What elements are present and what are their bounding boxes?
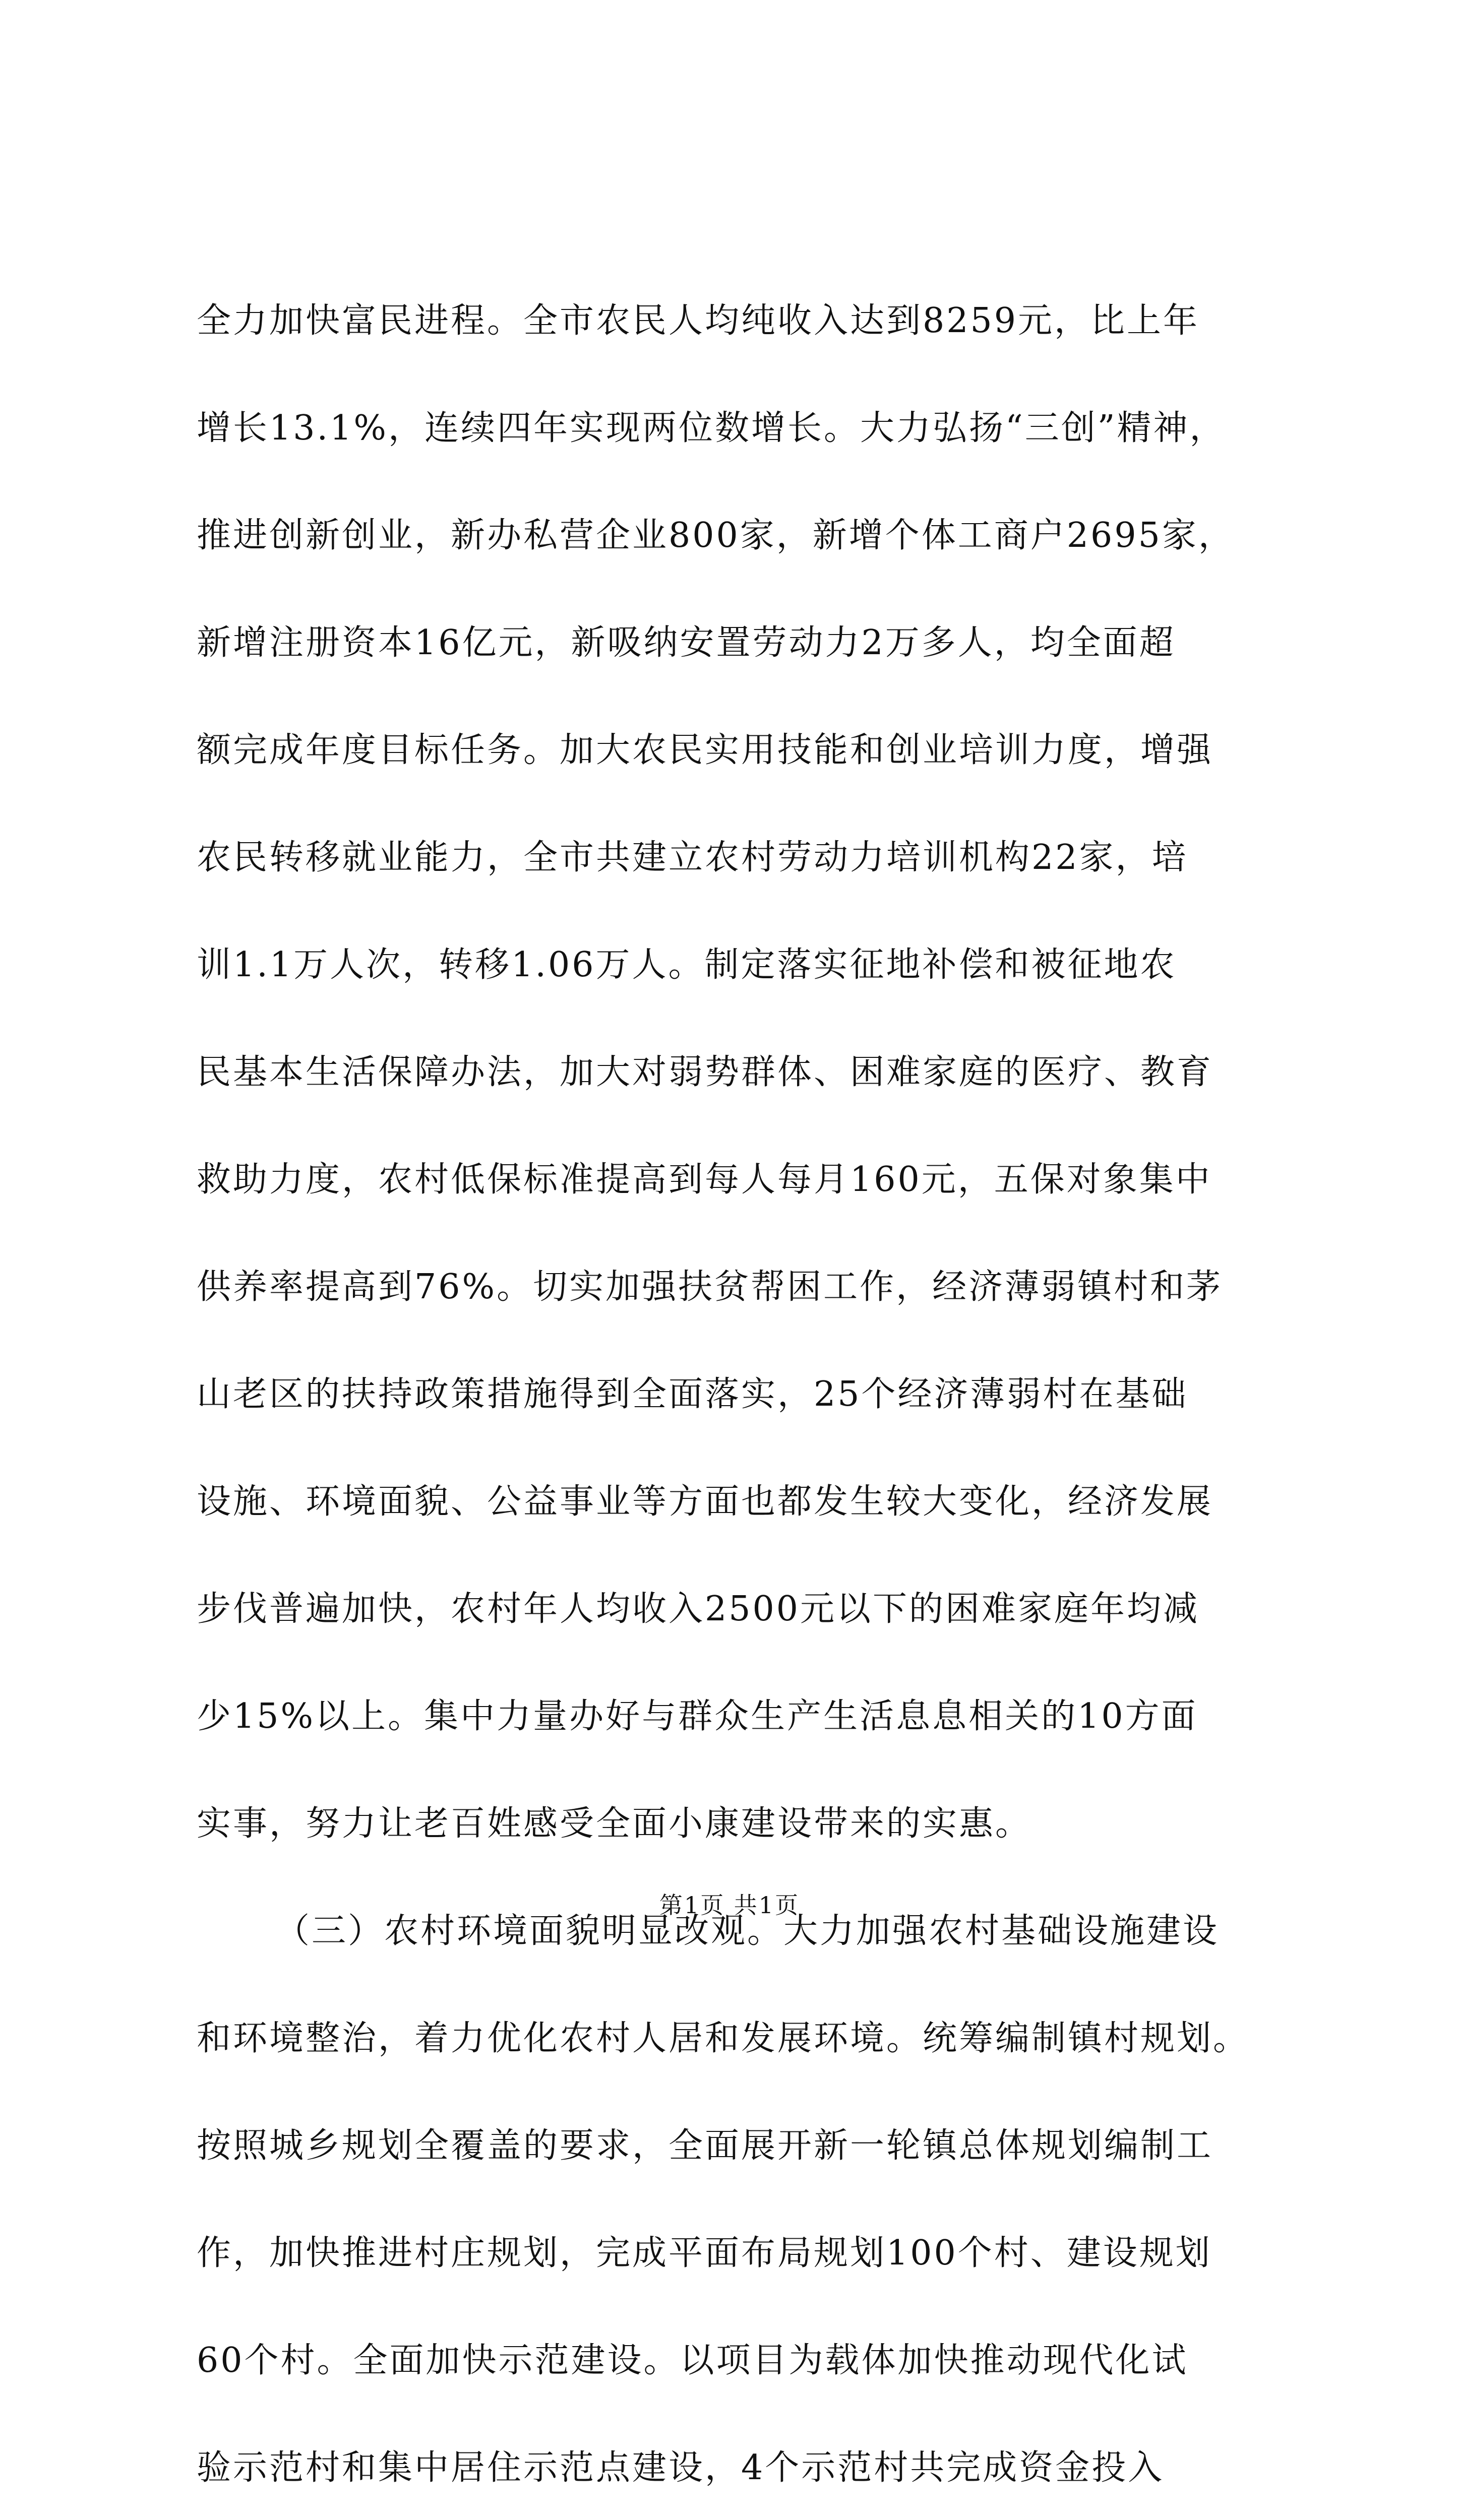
text-line-13: 步伐普遍加快，农村年人均收入2500元以下的困难家庭年均减 [197, 1589, 1200, 1629]
text-line-15: 实事，努力让老百姓感受全面小康建设带来的实惠。 [197, 1804, 1032, 1844]
page-footer: 第1页 共1页 [659, 1892, 800, 1919]
text-line-18: 按照城乡规划全覆盖的要求，全面展开新一轮镇总体规划编制工 [197, 2126, 1213, 2166]
text-line-1: 全力加快富民进程。全市农民人均纯收入达到8259元，比上年 [197, 301, 1200, 341]
text-line-5: 额完成年度目标任务。加大农民实用技能和创业培训力度，增强 [197, 730, 1213, 770]
text-line-21: 验示范村和集中居住示范点建设，4个示范村共完成资金投入 [197, 2448, 1165, 2488]
text-line-4: 新增注册资本16亿元，新吸纳安置劳动力2万多人，均全面超 [197, 623, 1176, 663]
body-text [197, 267, 1281, 2520]
text-line-20: 60个村。全面加快示范建设。以项目为载体加快推动现代化试 [197, 2341, 1188, 2380]
text-line-14: 少15%以上。集中力量办好与群众生产生活息息相关的10方面 [197, 1696, 1198, 1736]
text-line-12: 设施、环境面貌、公益事业等方面也都发生较大变化，经济发展 [197, 1482, 1213, 1522]
text-line-7: 训1.1万人次，转移1.06万人。制定落实征地补偿和被征地农 [197, 945, 1177, 985]
text-line-6: 农民转移就业能力，全市共建立农村劳动力培训机构22家，培 [197, 838, 1188, 877]
text-line-17: 和环境整治，着力优化农村人居和发展环境。统筹编制镇村规划。 [197, 2019, 1250, 2058]
section-heading-line: （三）农村环境面貌明显改观。大力加强农村基础设施建设 [275, 1911, 1220, 1951]
text-line-11: 山老区的扶持政策措施得到全面落实，25个经济薄弱村在基础 [197, 1374, 1188, 1414]
text-line-9: 救助力度，农村低保标准提高到每人每月160元，五保对象集中 [197, 1160, 1212, 1200]
text-line-2: 增长13.1%，连续四年实现两位数增长。大力弘扬“三创”精神， [197, 408, 1226, 448]
text-line-3: 推进创新创业，新办私营企业800家，新增个体工商户2695家， [197, 516, 1235, 555]
text-line-8: 民基本生活保障办法，加大对弱势群体、困难家庭的医疗、教育 [197, 1052, 1213, 1092]
text-line-10: 供养率提高到76%。切实加强扶贫帮困工作，经济薄弱镇村和茅 [197, 1267, 1223, 1307]
text-line-19: 作，加快推进村庄规划，完成平面布局规划100个村、建设规划 [197, 2233, 1212, 2273]
